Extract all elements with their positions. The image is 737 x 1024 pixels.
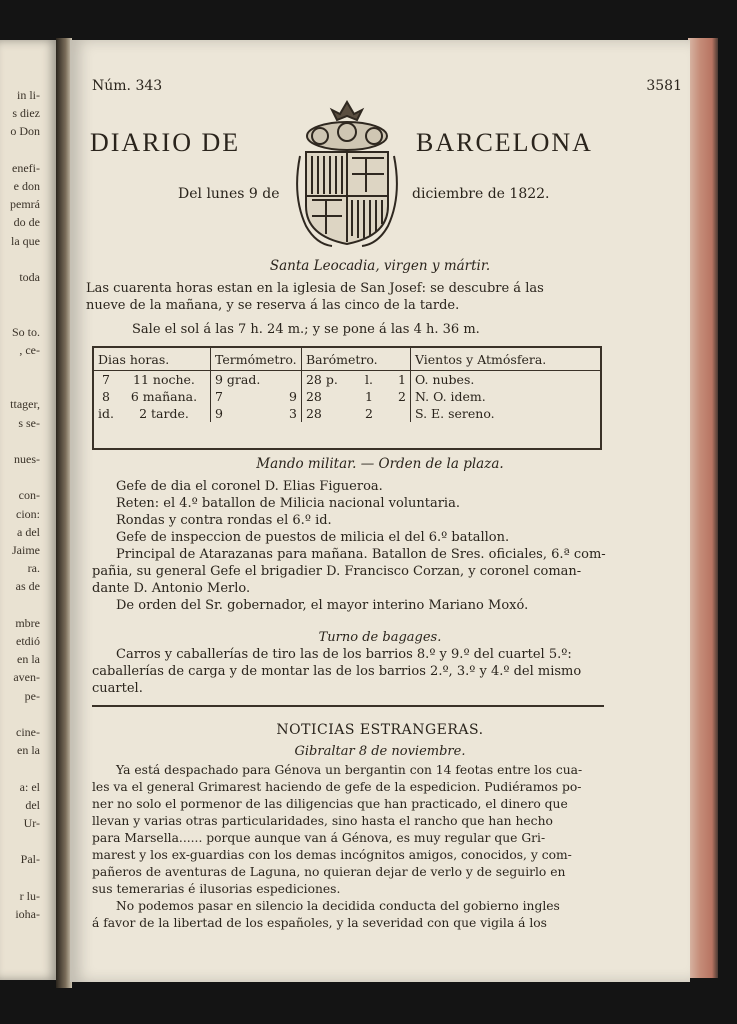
previous-page-line: in li- <box>17 88 40 102</box>
military-title: Mando militar. — Orden de la plaza. <box>256 456 504 472</box>
announcement-line: nueve de la mañana, y se reserva á las cinco de la tarde. <box>86 298 460 313</box>
foreign-line: ner no solo el pormenor de las diligencias que han practicado, el dinero que <box>92 797 568 811</box>
weather-table <box>92 346 602 450</box>
issue-number: Núm. 343 <box>92 78 163 94</box>
previous-page-line: So to. <box>11 324 40 339</box>
col-dias-horas: Dias horas. <box>94 348 210 371</box>
military-line: Gefe de dia el coronel D. Elias Figueroa. <box>116 479 383 494</box>
previous-page-line: Ur- <box>23 816 40 830</box>
cell-baro-frac: 2 <box>388 388 411 405</box>
table-row <box>94 388 600 405</box>
cell-baro: 28 <box>305 389 322 404</box>
bagages-line: cuartel. <box>92 681 143 696</box>
cell-day: id. <box>98 406 114 421</box>
previous-page-line: en la <box>17 743 40 758</box>
foreign-line: pañeros de aventuras de Laguna, no quieran dejar de verlo y de seguirlo en <box>92 865 566 879</box>
previous-page-line: pe- <box>24 688 40 703</box>
col-vientos: Vientos y Atmósfera. <box>410 348 600 371</box>
previous-page-line: e don <box>13 179 40 193</box>
cell-thermo: 9 <box>214 406 223 421</box>
foreign-news-title: NOTICIAS ESTRANGERAS. <box>276 722 484 738</box>
cell-baro: 28 p. <box>305 372 338 387</box>
foreign-line: No podemos pasar en silencio la decidida conducta del gobierno ingles <box>116 899 560 913</box>
military-line: Gefe de inspeccion de puestos de milicia el del 6.º batallon. <box>116 530 510 545</box>
previous-page-line: nues- <box>14 452 40 466</box>
page-edges <box>688 38 718 978</box>
previous-page-line: pemrá <box>10 197 40 212</box>
date-right: diciembre de 1822. <box>412 186 550 202</box>
previous-page-line: del <box>25 797 40 812</box>
cell-wind: N. O. idem. <box>414 389 486 404</box>
cell-baro-frac <box>388 405 411 422</box>
military-line: Reten: el 4.º batallon de Milicia nacional voluntaria. <box>116 496 460 511</box>
previous-page-line: o Don <box>10 124 40 139</box>
cell-thermo-frac <box>279 371 302 389</box>
cell-day: 8 <box>102 389 110 404</box>
cell-baro-mid: 1 <box>365 389 373 404</box>
cell-thermo-frac: 9 <box>279 388 302 405</box>
foreign-line: sus temerarias é ilusorias espediciones. <box>92 882 341 896</box>
section-divider <box>92 705 604 707</box>
cell-wind: S. E. sereno. <box>414 406 495 421</box>
date-left: Del lunes 9 de <box>178 186 280 202</box>
previous-page-line: enefi- <box>12 160 40 175</box>
saint-of-day: Santa Leocadia, virgen y mártir. <box>269 258 491 274</box>
cell-wind: O. nubes. <box>414 372 475 387</box>
barcelona-coat-of-arms-icon <box>292 96 402 248</box>
cell-hour: 11 noche. <box>118 371 211 389</box>
previous-page-line: ttager, <box>10 397 40 412</box>
previous-page-line: Jaime <box>12 543 40 557</box>
previous-page-line: s diez <box>12 106 40 121</box>
bagages-line: Carros y caballerías de tiro las de los barrios 8.º y 9.º del cuartel 5.º: <box>116 647 572 662</box>
masthead-left: DIARIO DE <box>90 128 241 157</box>
col-barometro: Barómetro. <box>301 348 410 371</box>
previous-page-line: a del <box>17 524 40 539</box>
previous-page-line: cine- <box>16 725 40 739</box>
table-row <box>94 371 600 389</box>
bagages-line: caballerías de carga y de montar las de los barrios 2.º, 3.º y 4.º del mismo <box>92 664 582 679</box>
bagages-title: Turno de bagages. <box>318 630 442 645</box>
previous-page-line: toda <box>19 270 40 284</box>
cell-thermo: 9 grad. <box>214 372 261 387</box>
cell-baro-mid: l. <box>364 372 373 387</box>
cell-baro: 28 <box>305 406 322 421</box>
cell-thermo-frac: 3 <box>279 405 302 422</box>
previous-page-line: etdió <box>16 634 40 648</box>
previous-page-line: mbre <box>15 615 40 630</box>
previous-page-line: s se- <box>18 415 40 430</box>
previous-page-line: do de <box>13 215 40 230</box>
previous-page-line: r lu- <box>19 888 40 903</box>
previous-page-line: a: el <box>19 779 40 794</box>
weather-header-row <box>94 348 600 371</box>
page-number: 3581 <box>646 78 682 94</box>
military-line: De orden del Sr. gobernador, el mayor interino Mariano Moxó. <box>116 598 529 613</box>
announcement-line: Las cuarenta horas estan en la iglesia de San Josef: se descubre á las <box>86 281 544 296</box>
previous-page-line: ra. <box>27 561 40 576</box>
military-line: dante D. Antonio Merlo. <box>92 581 251 596</box>
previous-page-line: la que <box>11 233 40 248</box>
previous-page-line: con- <box>18 488 40 503</box>
previous-page-line: cion: <box>16 506 40 521</box>
foreign-line: les va el general Grimarest haciendo de gefe de la espedicion. Pudiéramos po- <box>92 780 582 794</box>
previous-page-line: ioha- <box>15 907 40 921</box>
cell-baro-frac: 1 <box>388 371 411 389</box>
military-line: Principal de Atarazanas para mañana. Batallon de Sres. oficiales, 6.ª com- <box>116 547 606 562</box>
foreign-line: marest y los ex-guardias con los demas incógnitos amigos, conocidos, y com- <box>92 848 572 862</box>
newspaper-page <box>70 40 690 982</box>
previous-page-line: Pal- <box>20 852 40 867</box>
col-termometro: Termómetro. <box>210 348 301 371</box>
previous-page-line: aven- <box>13 670 40 685</box>
foreign-line: á favor de la libertad de los españoles, y la severidad con que vigila á los <box>92 916 547 930</box>
cell-day: 7 <box>102 372 110 387</box>
military-line: Rondas y contra rondas el 6.º id. <box>116 513 332 528</box>
table-row <box>94 405 600 422</box>
previous-page-line: , ce- <box>19 342 40 357</box>
foreign-line: llevan y varias otras particularidades, sino hasta el rancho que han hecho <box>92 814 553 828</box>
previous-page-line: en la <box>17 652 40 667</box>
cell-hour: 6 mañana. <box>118 388 211 405</box>
foreign-line: para Marsella...... porque aunque van á Génova, es muy regular que Gri- <box>92 831 546 845</box>
previous-page-line: as de <box>15 579 40 594</box>
masthead-right: BARCELONA <box>416 128 593 157</box>
sunrise-sunset: Sale el sol á las 7 h. 24 m.; y se pone á las 4 h. 36 m. <box>132 322 480 337</box>
cell-thermo: 7 <box>214 389 223 404</box>
cell-hour: 2 tarde. <box>118 405 211 422</box>
foreign-line: Ya está despachado para Génova un bergantin con 14 feotas entre los cua- <box>116 763 583 777</box>
foreign-dateline: Gibraltar 8 de noviembre. <box>294 744 466 759</box>
cell-baro-mid: 2 <box>365 406 373 421</box>
military-line: pañia, su general Gefe el brigadier D. Francisco Corzan, y coronel coman- <box>92 564 582 579</box>
